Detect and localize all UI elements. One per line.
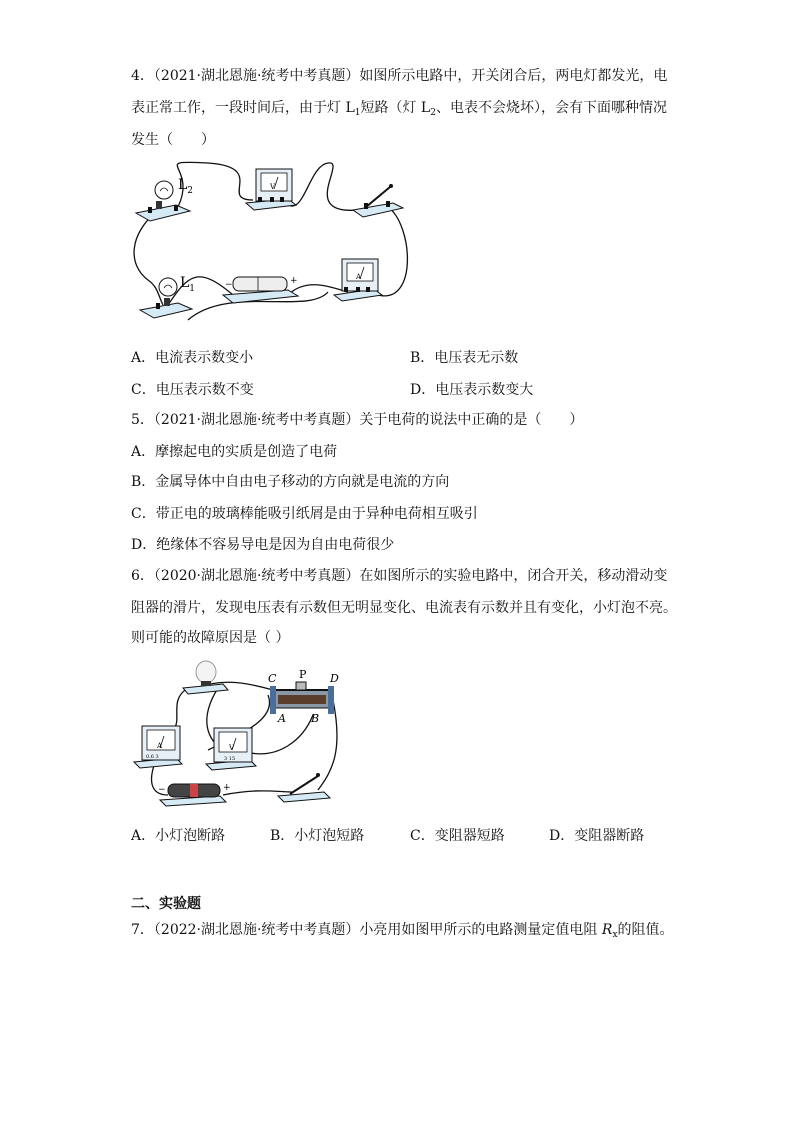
q7-stem: 7．（2022·湖北恩施·统考中考真题）小亮用如图甲所示的电路测量定值电阻 $R_x$的阻值。 (131, 922, 674, 940)
battery (223, 276, 298, 303)
q6-stem-line2: 阻器的滑片，发现电压表有示数但无明显变化、电流表有示数并且有变化，小灯泡不亮。 (131, 600, 677, 616)
q5-option-c[interactable]: C．带正电的玻璃棒能吸引纸屑是由于异种电荷相互吸引 (131, 506, 478, 522)
svg-text:V: V (270, 183, 276, 191)
q4-circuit-figure (128, 155, 418, 340)
voltmeter (246, 169, 296, 210)
lamp-l1 (140, 275, 195, 318)
svg-text:C: C (268, 672, 277, 685)
svg-text:P: P (299, 668, 307, 681)
q5-option-d[interactable]: D．绝缘体不容易导电是因为自由电荷很少 (131, 537, 395, 553)
svg-text:B: B (311, 712, 320, 725)
q4-option-b[interactable]: B．电压表无示数 (410, 350, 519, 366)
svg-text:D: D (330, 672, 339, 685)
ammeter (334, 259, 382, 301)
q5-stem: 5．（2021·湖北恩施·统考中考真题）关于电荷的说法中正确的是（ ） (131, 412, 584, 428)
q6-option-b[interactable]: B．小灯泡短路 (270, 828, 365, 844)
svg-text:0.6 3: 0.6 3 (146, 754, 159, 760)
q4-option-d[interactable]: D．电压表示数变大 (410, 382, 534, 398)
lamp (183, 661, 228, 694)
lamp-l2 (136, 177, 193, 221)
q6-circuit-figure (128, 660, 358, 810)
q6-option-c[interactable]: C．变阻器短路 (410, 828, 505, 844)
svg-text:−: − (225, 280, 233, 290)
voltmeter (206, 728, 256, 770)
q6-stem-line1: 6．（2020·湖北恩施·统考中考真题）在如图所示的实验电路中，闭合开关，移动滑动变 (131, 568, 668, 584)
q4-stem-line1: 4．（2021·湖北恩施·统考中考真题）如图所示电路中，开关闭合后，两电灯都发光，电 (131, 68, 668, 84)
q4-stem-line2: 表正常工作，一段时间后，由于灯 $L_1$短路（灯 $L_2$、电表不会烧坏），会有下面哪种情况 (131, 100, 667, 118)
ammeter (134, 726, 182, 768)
svg-text:A: A (157, 742, 163, 750)
battery (158, 783, 231, 806)
q4-stem-line3: 发生（ ） (131, 132, 215, 148)
q6-stem-line3: 则可能的故障原因是（ ） (131, 630, 290, 646)
lamp-l2-label: $L_2$ (178, 177, 194, 196)
q6-option-a[interactable]: A．小灯泡断路 (131, 828, 226, 844)
svg-text:A: A (278, 712, 286, 725)
switch (353, 184, 403, 217)
switch (278, 773, 330, 802)
svg-text:+: + (290, 276, 298, 286)
svg-text:V: V (229, 744, 235, 752)
q4-option-a[interactable]: A．电流表示数变小 (131, 350, 254, 366)
q5-option-b[interactable]: B．金属导体中自由电子移动的方向就是电流的方向 (131, 474, 450, 490)
rheostat (268, 668, 339, 725)
q4-option-c[interactable]: C．电压表示数不变 (131, 382, 254, 398)
lamp-l1-label: $L_1$ (180, 275, 196, 294)
section-heading: 二、实验题 (131, 896, 201, 912)
q5-option-a[interactable]: A．摩擦起电的实质是创造了电荷 (131, 444, 338, 460)
q6-option-d[interactable]: D．变阻器断路 (549, 828, 645, 844)
svg-text:A: A (356, 273, 362, 281)
svg-text:3 15: 3 15 (224, 756, 236, 762)
svg-text:+: + (223, 783, 231, 793)
svg-text:−: − (158, 785, 166, 795)
